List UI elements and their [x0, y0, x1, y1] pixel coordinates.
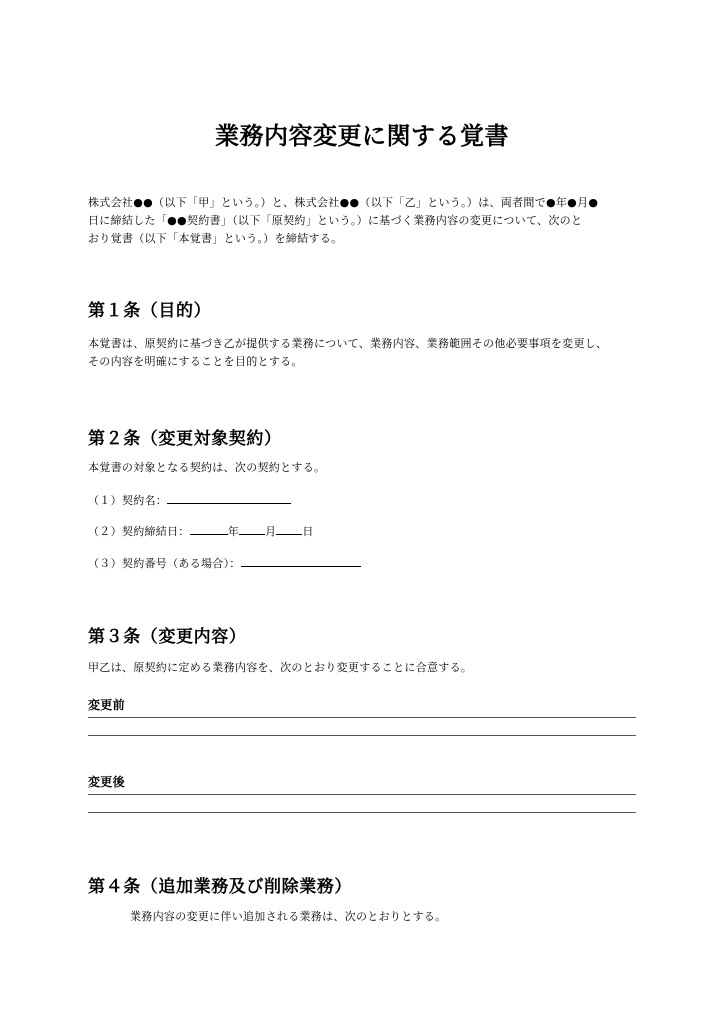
date-year-label: 年	[227, 525, 240, 538]
before-change-line	[88, 717, 636, 718]
article4-text: 業務内容の変更に伴い追加される業務は、次のとおりとする。	[130, 910, 447, 923]
before-change-label: 変更前	[88, 698, 125, 712]
contract-number-item	[88, 555, 361, 571]
date-month-label: 月	[265, 525, 277, 538]
article1-heading: 第１条（目的）	[88, 301, 212, 321]
intro-line: 株式会社●●（以下「甲」という。）と、株式会社●●（以下「乙」という。）は、両者間で●年●月●	[88, 196, 599, 209]
contract-name-item	[88, 492, 291, 508]
intro-line: おり覚書（以下「本覚書」という。）を締結する。	[88, 232, 343, 245]
after-change-line	[88, 794, 636, 795]
article3-text: 甲乙は、原契約に定める業務内容を、次のとおり変更することに合意する。	[88, 661, 473, 674]
contract-date-label: （２）契約締結日：	[88, 525, 190, 538]
after-change-line	[88, 812, 636, 813]
article2-heading: 第２条（変更対象契約）	[88, 429, 282, 449]
contract-name-label: （１）契約名：	[88, 494, 168, 507]
before-change-line	[88, 735, 636, 736]
contract-name-blank	[167, 492, 291, 504]
article2-text: 本覚書の対象となる契約は、次の契約とする。	[88, 461, 326, 474]
document-title: 業務内容変更に関する覚書	[215, 122, 509, 150]
date-day-label: 日	[302, 525, 314, 538]
article1-line: 本覚書は、原契約に基づき乙が提供する業務について、業務内容、業務範囲その他必要事項を変更し、	[88, 337, 608, 350]
date-day-blank	[276, 523, 302, 535]
contract-number-blank	[241, 555, 361, 567]
after-change-label: 変更後	[88, 775, 125, 789]
intro-paragraph	[88, 194, 648, 248]
intro-line: 日に締結した「●●契約書」（以下「原契約」という。）に基づく業務内容の変更について、次のと	[88, 214, 583, 227]
article4-heading: 第４条（追加業務及び削除業務）	[88, 877, 352, 897]
article1-line: その内容を明確にすることを目的とする。	[88, 355, 303, 368]
article1-paragraph	[88, 335, 648, 371]
date-month-blank	[239, 523, 265, 535]
contract-number-label: （３）契約番号（ある場合）：	[88, 557, 241, 570]
article3-heading: 第３条（変更内容）	[88, 627, 247, 647]
contract-date-item	[88, 523, 314, 539]
date-year-blank	[190, 523, 228, 535]
